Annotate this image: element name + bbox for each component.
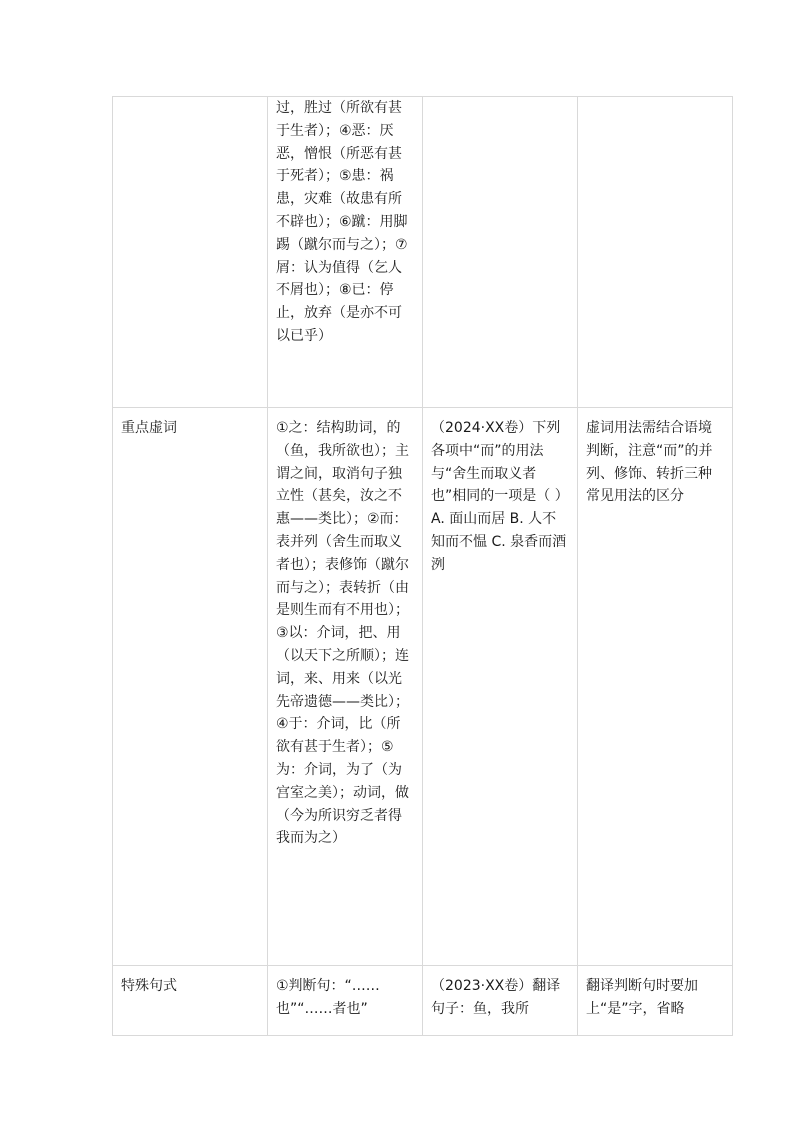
exam-cell [423, 97, 578, 408]
table-row [113, 97, 733, 408]
content-text: 过，胜过（所欲有甚于生者）；④恶：厌恶，憎恨（所恶有甚于死者）；⑤患：祸患，灾难（故患有所不辟也）；⑥蹴：用脚踢（蹴尔而与之）；⑦屑：认为值得（乞人不屑也）；⑧已：停止，放弃（是亦不可以已乎） [276, 100, 408, 344]
exam-text: （2023·XX卷）翻译句子：鱼，我所 [431, 978, 561, 1017]
content-cell [268, 97, 423, 408]
content-text: ①判断句：“……也”“……者也” [276, 978, 380, 1017]
content-text: ①之：结构助词，的（鱼，我所欲也）；主谓之间，取消句子独立性（甚矣，汝之不惠——类比）；②而：表并列（舍生而取义者也）；表修饰（蹴尔而与之）；表转折（由是则生而有不用也）；③以：介词，把、用（以天下之所顺）；连词，来、用来（以光先帝遗德——类比）；④于：介词，比（所欲有甚于生者）；⑤为：介词，为了（为宫室之美）；动词，做（今为所识穷乏者得我而为之） [276, 420, 409, 847]
tip-cell [578, 408, 733, 966]
table-row [113, 408, 733, 966]
table-row [113, 966, 733, 1036]
row-label: 重点虚词 [121, 420, 177, 436]
exam-text: （2024·XX卷）下列各项中“而”的用法与“舍生而取义者也”相同的一项是（ ）A. 面山而居 B. 人不知而不愠 C. 泉香而酒洌 [431, 420, 569, 573]
row-label-cell [113, 408, 268, 966]
tip-cell [578, 966, 733, 1036]
row-label-cell [113, 966, 268, 1036]
row-label-cell [113, 97, 268, 408]
tip-cell [578, 97, 733, 408]
exam-cell [423, 966, 578, 1036]
tip-text: 虚词用法需结合语境判断，注意“而”的并列、修饰、转折三种常见用法的区分 [586, 420, 713, 505]
content-cell [268, 408, 423, 966]
content-cell [268, 966, 423, 1036]
tip-text: 翻译判断句时要加上“是”字，省略 [586, 978, 698, 1017]
row-label: 特殊句式 [121, 978, 177, 994]
knowledge-table [112, 96, 733, 1036]
exam-cell [423, 408, 578, 966]
